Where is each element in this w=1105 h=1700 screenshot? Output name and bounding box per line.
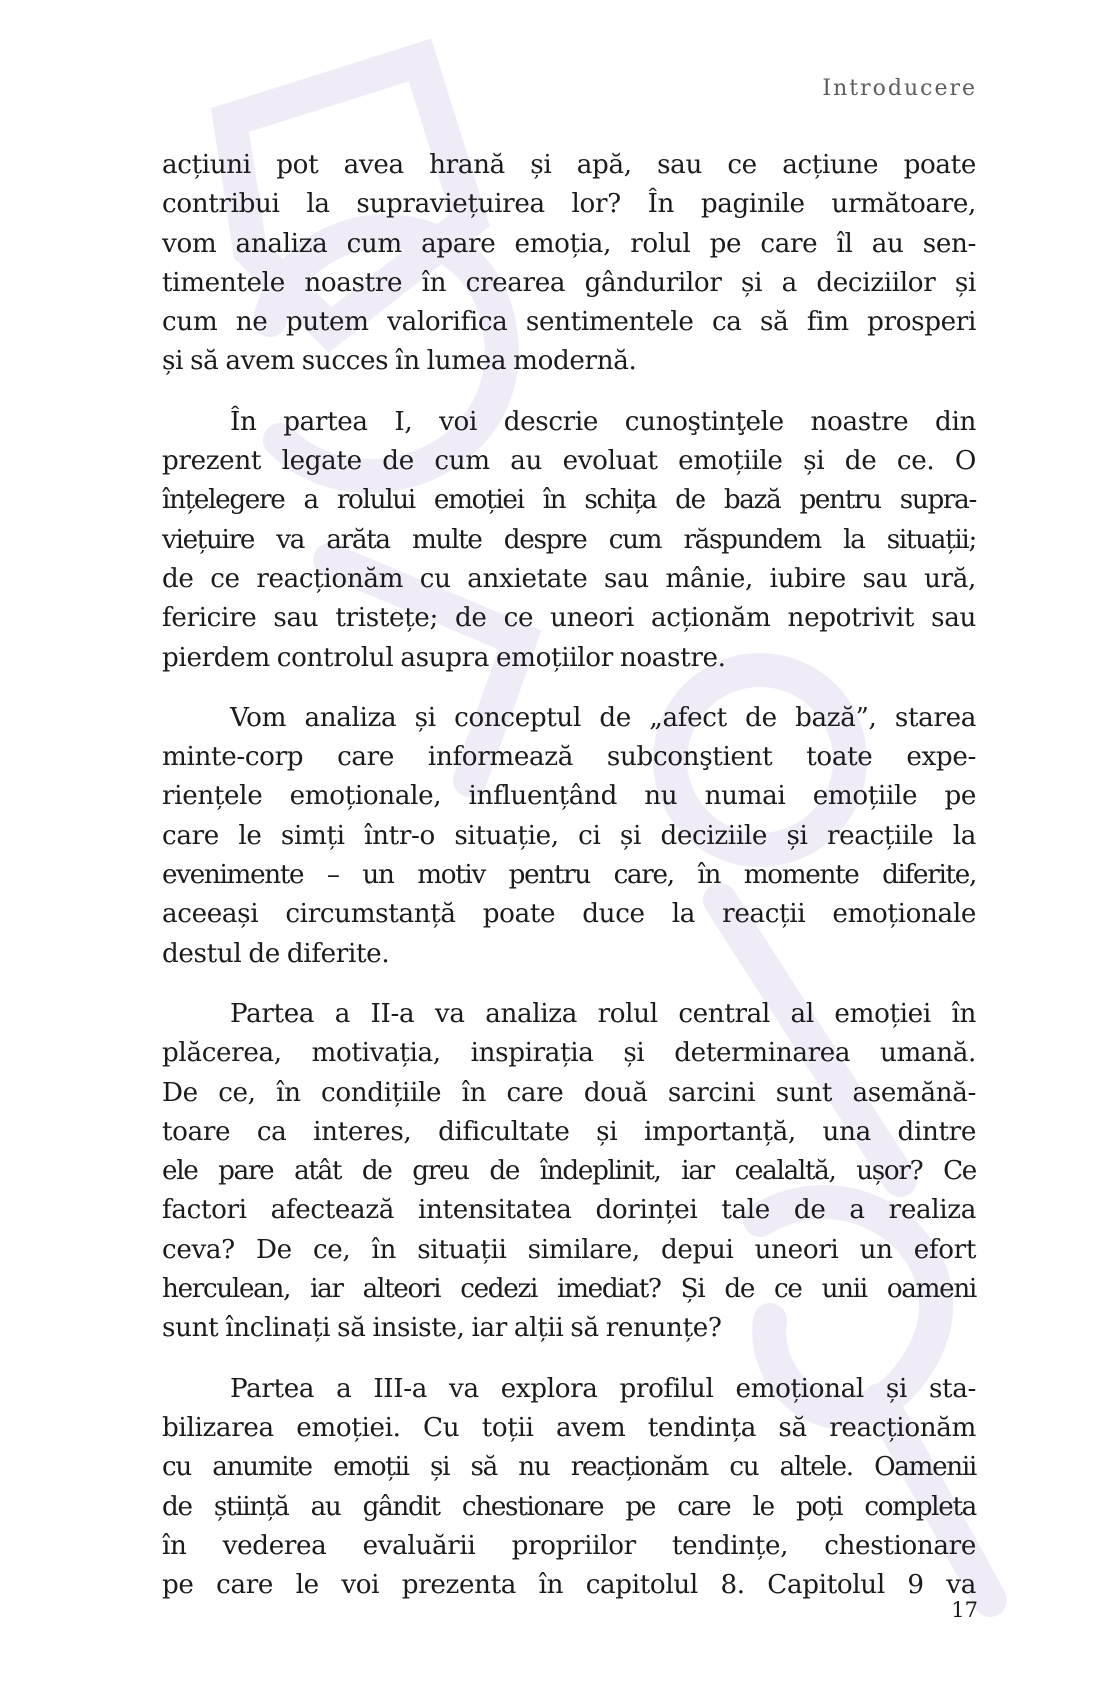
text-line: înțelegere a rolului emoției în schița de bază pentru supra- [162, 485, 976, 516]
text-line: și să avem succes în lumea modernă. [162, 346, 637, 377]
paragraph-3 [162, 699, 976, 974]
text-line: contribui la supraviețuirea lor? În paginile următoare, [162, 189, 976, 220]
text-line: plăcerea, motivația, inspirația și determinarea umană. [162, 1038, 976, 1069]
text-line: cu anumite emoții și să nu reacționăm cu altele. Oamenii [162, 1452, 976, 1483]
text-line: Partea a III-a va explora profilul emoțional și sta- [230, 1373, 976, 1404]
paragraph-5 [162, 1370, 976, 1606]
text-line: de știință au gândit chestionare pe care le poți completa [162, 1491, 976, 1522]
text-line: riențele emoționale, influențând nu numai emoțiile pe [162, 781, 976, 812]
text-line: sunt înclinați să insiste, iar alții să renunțe? [162, 1313, 722, 1344]
text-line: herculean, iar alteori cedezi imediat? Și de ce unii oameni [162, 1274, 976, 1305]
running-head: Introducere [822, 76, 977, 101]
body-text [162, 146, 976, 1626]
text-line: De ce, în condițiile în care două sarcini sunt asemănă- [162, 1077, 976, 1108]
text-line: de ce reacționăm cu anxietate sau mânie, iubire sau ură, [162, 563, 976, 594]
text-line: Vom analiza și conceptul de „afect de bază”, starea [230, 702, 976, 733]
page-number: 17 [951, 1598, 978, 1622]
text-line: viețuire va arăta multe despre cum răspundem la situații; [162, 524, 976, 555]
paragraph-2 [162, 403, 976, 678]
text-line: destul de diferite. [162, 938, 390, 969]
text-line: Partea a II-a va analiza rolul central al emoției în [230, 998, 976, 1029]
text-line: minte-corp care informează subconştient toate expe- [162, 742, 976, 773]
text-line: cum ne putem valorifica sentimentele ca să fim prosperi [162, 307, 976, 338]
paragraph-4 [162, 995, 976, 1349]
text-line: ceva? De ce, în situații similare, depui uneori un efort [162, 1234, 976, 1265]
text-line: pierdem controlul asupra emoțiilor noastre. [162, 642, 726, 673]
text-line: vom analiza cum apare emoția, rolul pe care îl au sen- [162, 228, 976, 259]
text-line: bilizarea emoției. Cu toții avem tendința să reacționăm [162, 1412, 976, 1443]
text-line: factori afectează intensitatea dorinței tale de a realiza [162, 1195, 976, 1226]
text-line: În partea I, voi descrie cunoştinţele noastre din [230, 406, 976, 437]
text-line: toare ca interes, dificultate și importanță, una dintre [162, 1116, 976, 1147]
text-line: pe care le voi prezenta în capitolul 8. Capitolul 9 va [162, 1570, 976, 1601]
text-line: care le simți într-o situație, ci și deciziile și reacțiile la [162, 820, 976, 851]
text-line: aceeași circumstanță poate duce la reacții emoționale [162, 899, 976, 930]
text-line: în vederea evaluării propriilor tendințe, chestionare [162, 1530, 976, 1561]
text-line: fericire sau tristețe; de ce uneori acționăm nepotrivit sau [162, 603, 976, 634]
text-line: acțiuni pot avea hrană și apă, sau ce acțiune poate [162, 150, 976, 180]
text-line: prezent legate de cum au evoluat emoțiile și de ce. O [162, 446, 976, 477]
text-line: ele pare atât de greu de îndeplinit, iar cealaltă, ușor? Ce [162, 1156, 976, 1187]
text-line: timentele noastre în crearea gândurilor și a deciziilor și [162, 267, 976, 298]
text-line: evenimente – un motiv pentru care, în momente diferite, [162, 860, 976, 891]
paragraph-1 [162, 146, 976, 382]
